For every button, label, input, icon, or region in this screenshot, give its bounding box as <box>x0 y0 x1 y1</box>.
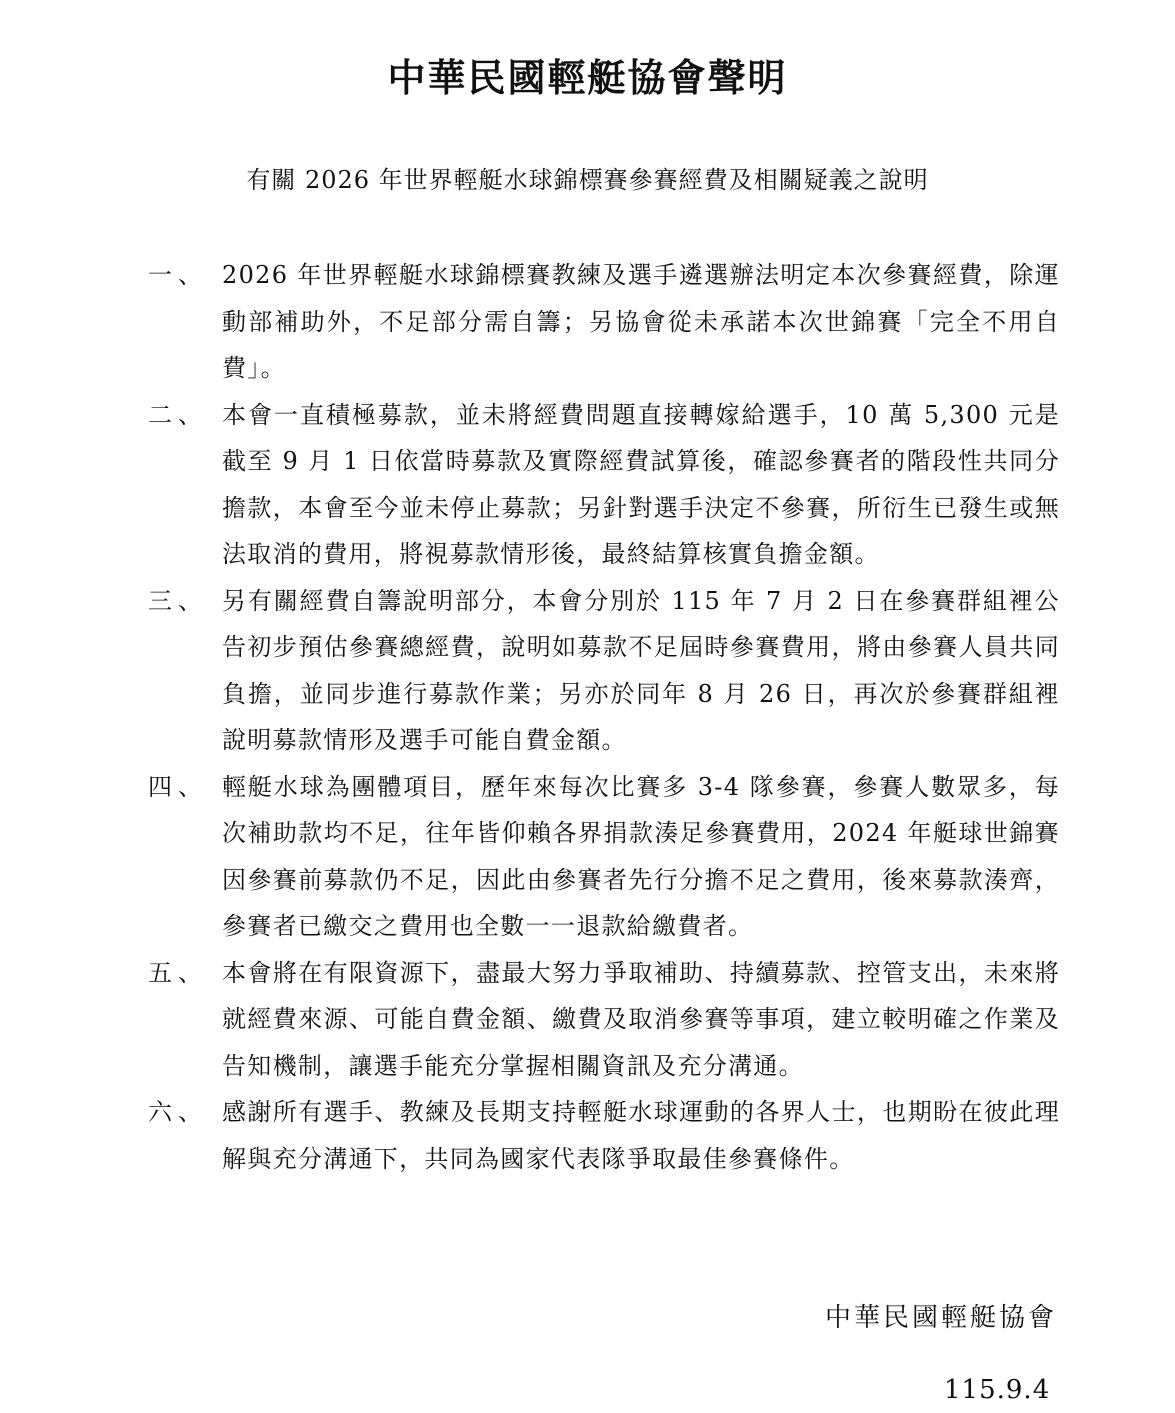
item-text: 本會將在有限資源下，盡最大努力爭取補助、持續募款、控管支出，未來將就經費來源、可能自費金額、繳費及取消參賽等事項，建立較明確之作業及告知機制，讓選手能充分掌握相關資訊及充分溝通。 <box>222 958 1060 1080</box>
item-text: 另有關經費自籌說明部分，本會分別於 115 年 7 月 2 日在參賽群組裡公告初步預估參賽總經費，說明如募款不足屆時參賽費用，將由參賽人員共同負擔，並同步進行募款作業；另亦於同年 8 月 26 日，再次於參賽群組裡說明募款情形及選手可能自費金額。 <box>222 586 1060 754</box>
item-number: 四、 <box>148 772 208 801</box>
document-title: 中華民國輕艇協會聲明 <box>387 55 788 100</box>
statement-item-3 <box>148 578 1060 764</box>
item-text: 輕艇水球為團體項目，歷年來每次比賽多 3-4 隊參賽，參賽人數眾多，每次補助款均不足，往年皆仰賴各界捐款湊足參賽費用，2024 年艇球世錦賽因參賽前募款仍不足，因此由參賽者先行分擔不足之費用，後來募款湊齊，參賽者已繳交之費用也全數一一退款給繳費者。 <box>222 772 1060 940</box>
statement-item-5 <box>148 950 1060 1090</box>
item-number: 三、 <box>148 586 208 615</box>
document-subtitle: 有關 2026 年世界輕艇水球錦標賽參賽經費及相關疑義之說明 <box>246 166 929 194</box>
item-number: 一、 <box>148 261 208 289</box>
issuer-signature: 中華民國輕艇協會 <box>824 1303 1057 1333</box>
statement-items-list <box>148 252 1060 1182</box>
issue-date: 115.9.4 <box>944 1375 1051 1405</box>
item-text: 本會一直積極募款，並未將經費問題直接轉嫁給選手，10 萬 5,300 元是截至 9 月 1 日依當時募款及實際經費試算後，確認參賽者的階段性共同分擔款，本會至今並未停止募款；另針對選手決定不參賽，所衍生已發生或無法取消的費用，將視募款情形後，最終結算核實負擔金額。 <box>222 400 1060 568</box>
statement-item-1 <box>148 252 1060 392</box>
item-text: 感謝所有選手、教練及長期支持輕艇水球運動的各界人士，也期盼在彼此理解與充分溝通下，共同為國家代表隊爭取最佳參賽條件。 <box>222 1098 1060 1173</box>
statement-item-4 <box>148 764 1060 950</box>
item-number: 二、 <box>148 400 208 429</box>
item-number: 六、 <box>148 1098 208 1126</box>
item-text: 2026 年世界輕艇水球錦標賽教練及選手遴選辦法明定本次參賽經費，除運動部補助外，不足部分需自籌；另協會從未承諾本次世錦賽「完全不用自費」。 <box>222 261 1060 382</box>
statement-item-2 <box>148 392 1060 578</box>
item-number: 五、 <box>148 958 208 987</box>
statement-item-6 <box>148 1089 1060 1182</box>
